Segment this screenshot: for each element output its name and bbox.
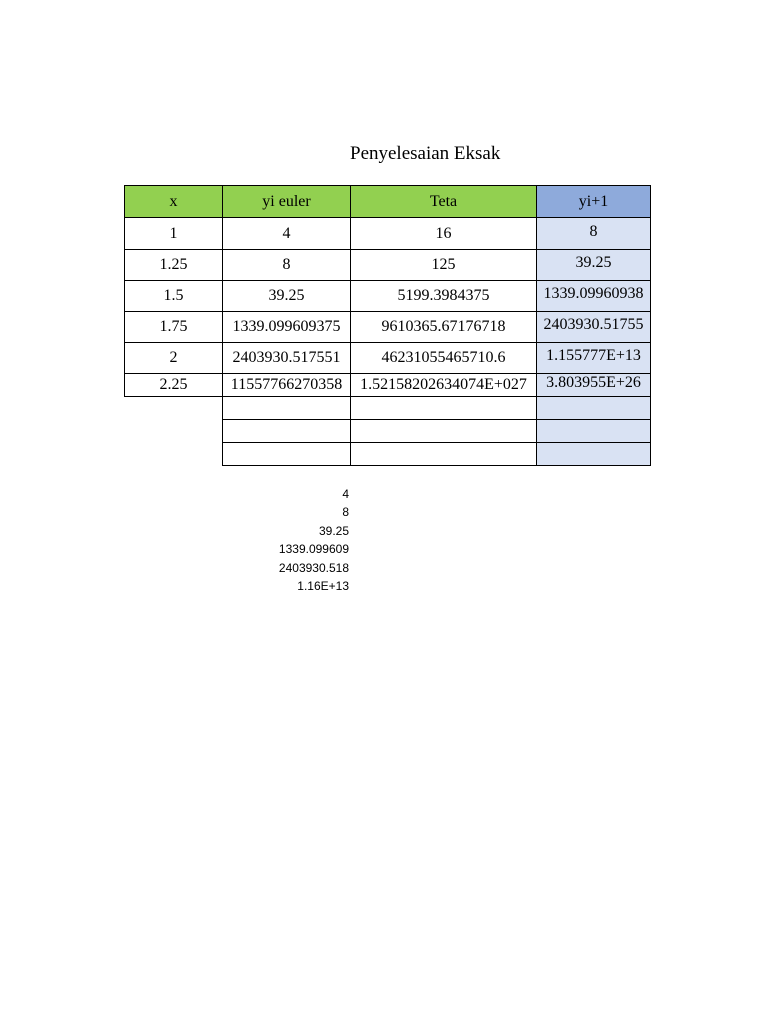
empty-cell [537, 420, 651, 443]
cell-yi-euler: 8 [223, 250, 351, 281]
header-yi-plus-1: yi+1 [537, 185, 651, 218]
empty-cell [222, 443, 351, 466]
empty-cell [351, 397, 537, 420]
cell-x: 1.75 [124, 312, 223, 343]
empty-cell [351, 420, 537, 443]
cell-teta: 5199.3984375 [351, 281, 537, 312]
cell-x: 2 [124, 343, 223, 374]
empty-cell [351, 443, 537, 466]
list-item: 2403930.518 [278, 560, 349, 575]
cell-x: 1.5 [124, 281, 223, 312]
header-yi-euler: yi euler [223, 185, 351, 218]
list-item: 4 [342, 487, 349, 501]
value-list [250, 485, 349, 595]
cell-x: 1.25 [124, 250, 223, 281]
cell-yi-plus-1: 39.25 [537, 250, 651, 281]
cell-teta: 16 [351, 218, 537, 250]
cell-teta: 1.52158202634074E+027 [351, 374, 537, 397]
cell-x: 1 [124, 218, 223, 250]
list-item: 1339.099609 [278, 542, 349, 557]
empty-cell [537, 397, 651, 420]
empty-cell [222, 397, 351, 420]
cell-yi-euler: 1339.099609375 [223, 312, 351, 343]
cell-yi-plus-1: 1339.09960938 [537, 281, 651, 312]
list-item: 8 [342, 505, 349, 520]
cell-teta: 46231055465710.6 [351, 343, 537, 374]
cell-yi-euler: 39.25 [223, 281, 351, 312]
cell-x: 2.25 [124, 374, 223, 397]
header-x: x [124, 185, 223, 218]
header-teta: Teta [351, 185, 537, 218]
cell-yi-euler: 4 [223, 218, 351, 250]
list-item: 1.16E+13 [297, 579, 349, 594]
cell-yi-euler: 11557766270358 [223, 374, 351, 397]
list-item: 39.25 [318, 523, 349, 538]
empty-cell [222, 420, 351, 443]
cell-yi-plus-1: 8 [537, 218, 651, 250]
cell-teta: 9610365.67176718 [351, 312, 537, 343]
cell-yi-plus-1: 3.803955E+26 [537, 374, 651, 397]
empty-cell [537, 443, 651, 466]
cell-teta: 125 [351, 250, 537, 281]
cell-yi-euler: 2403930.517551 [223, 343, 351, 374]
cell-yi-plus-1: 1.155777E+13 [537, 343, 651, 374]
cell-yi-plus-1: 2403930.51755 [537, 312, 651, 343]
page-title: Penyelesaian Eksak [350, 143, 501, 164]
